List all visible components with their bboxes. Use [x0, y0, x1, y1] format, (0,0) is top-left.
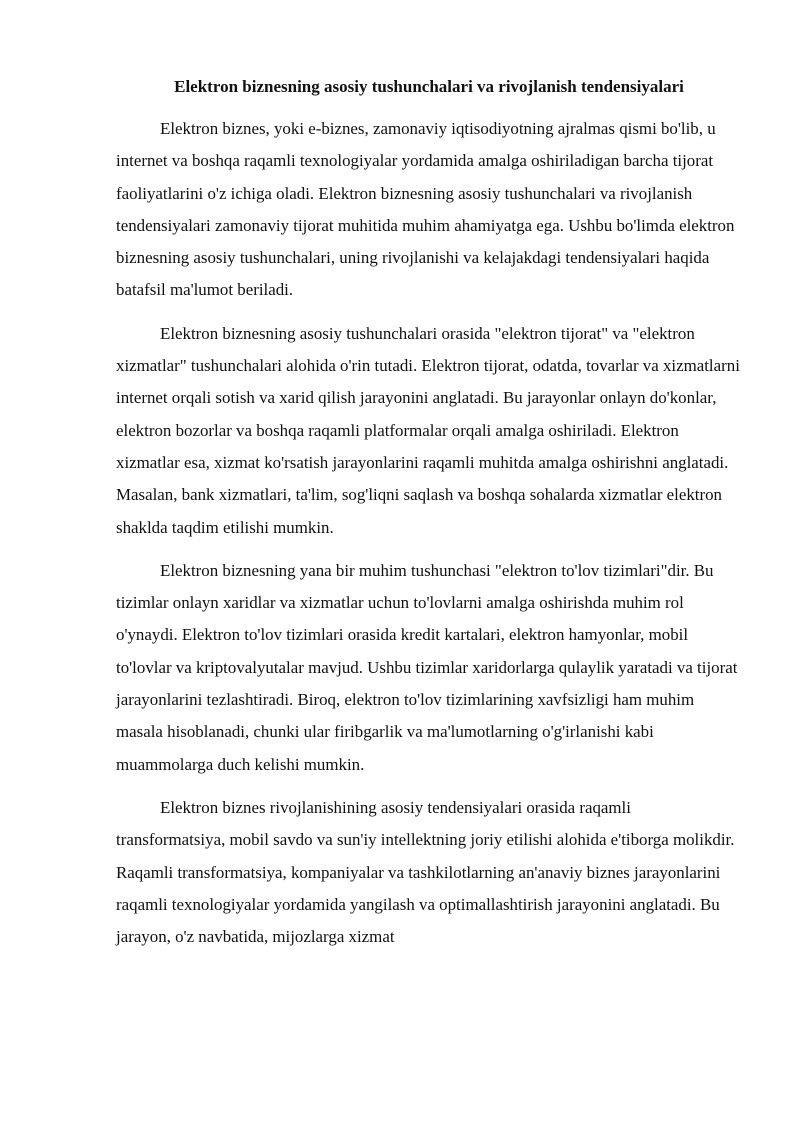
paragraph-3: Elektron biznesning yana bir muhim tushunchasi "elektron to'lov tizimlari"dir. Bu tizimlar onlayn xaridlar va xizmatlar uchun to'lovlarni amalga oshirishda muhim rol o'ynaydi. Elektron to'lov tizimlari orasida kredit kartalari, elektron hamyonlar, mobil to'lovlar va kriptovalyutalar mavjud. Ushbu tizimlar xaridorlarga qulaylik yaratadi va tijorat jarayonlarini tezlashtiradi. Biroq, elektron to'lov tizimlarining xavfsizligi ham muhim masala hisoblanadi, chunki ular firibgarlik va ma'lumotlarning o'g'irlanishi kabi muammolarga duch kelishi mumkin. [116, 560, 738, 774]
paragraph-1: Elektron biznes, yoki e-biznes, zamonaviy iqtisodiyotning ajralmas qismi bo'lib, u internet va boshqa raqamli texnologiyalar yordamida amalga oshiriladigan barcha tijorat faoliyatlarini o'z ichiga oladi. Elektron biznesning asosiy tushunchalari va rivojlanish tendensiyalari zamonaviy tijorat muhitida muhim ahamiyatga ega. Ushbu bo'limda elektron biznesning asosiy tushunchalari, uning rivojlanishi va kelajakdagi tendensiyalari haqida batafsil ma'lumot beriladi. [116, 119, 735, 300]
document-title: Elektron biznesning asosiy tushunchalari va rivojlanish tendensiyalari [174, 77, 684, 96]
document-body [116, 72, 742, 953]
paragraph-2: Elektron biznesning asosiy tushunchalari orasida "elektron tijorat" va "elektron xizmatlar" tushunchalari alohida o'rin tutadi. Elektron tijorat, odatda, tovarlar va xizmatlarni internet orqali sotish va xarid qilish jarayonini anglatadi. Bu jarayonlar onlayn do'konlar, elektron bozorlar va boshqa raqamli platformalar orqali amalga oshiriladi. Elektron xizmatlar esa, xizmat ko'rsatish jarayonlarini raqamli muhitda amalga oshirishni anglatadi. Masalan, bank xizmatlari, ta'lim, sog'liqni saqlash va boshqa sohalarda xizmatlar elektron shaklda taqdim etilishi mumkin. [116, 323, 740, 537]
paragraph-4: Elektron biznes rivojlanishining asosiy tendensiyalari orasida raqamli transformatsiya, mobil savdo va sun'iy intellektning joriy etilishi alohida e'tiborga molikdir. Raqamli transformatsiya, kompaniyalar va tashkilotlarning an'anaviy biznes jarayonlarini raqamli texnologiyalar yordamida yangilash va optimallashtirish jarayonini anglatadi. Bu jarayon, o'z navbatida, mijozlarga xizmat [116, 797, 735, 947]
